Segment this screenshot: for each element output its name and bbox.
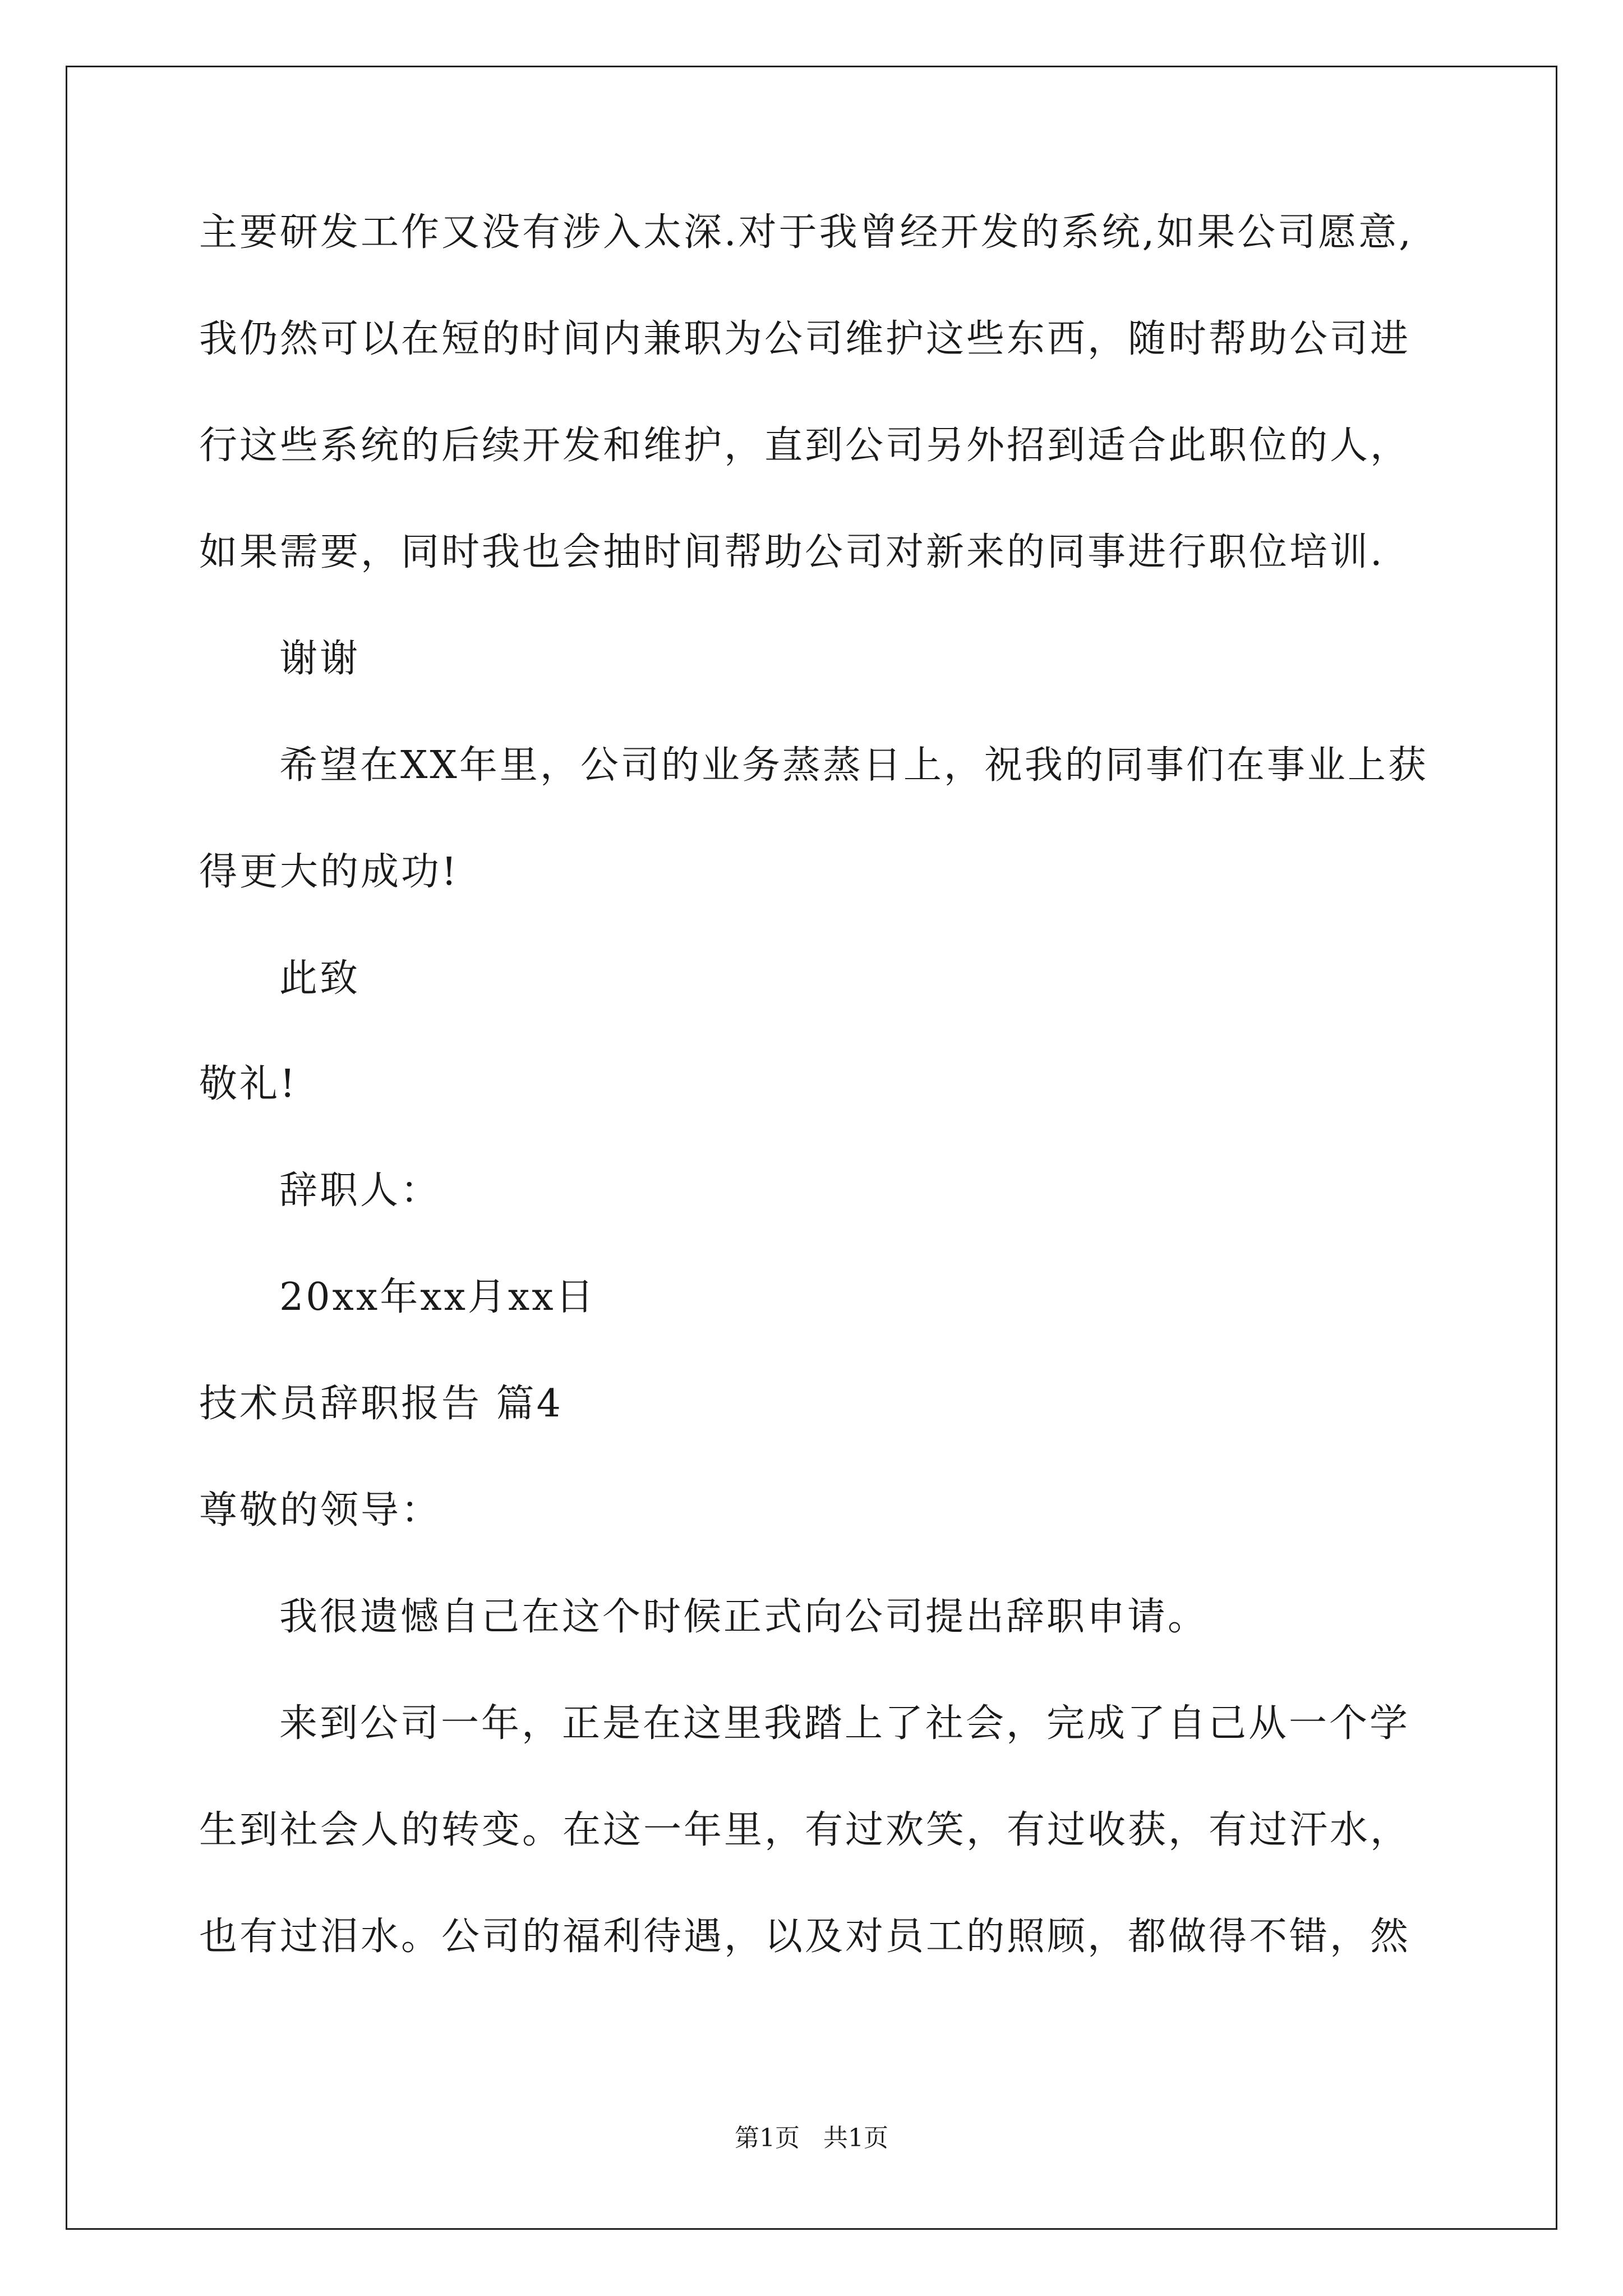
text-line: 行这些系统的后续开发和维护，直到公司另外招到适合此职位的人， [199, 424, 1411, 468]
text-line: 主要研发工作又没有涉入太深.对于我曾经开发的系统,如果公司愿意, [199, 210, 1413, 255]
page-border [66, 66, 1557, 2230]
text-line: 我很遗憾自己在这个时候正式向公司提出辞职申请。 [279, 1595, 1209, 1639]
section-heading: 技术员辞职报告 篇4 [199, 1382, 563, 1426]
salutation: 尊敬的领导： [199, 1488, 442, 1533]
page-number: 第1页 共1页 [735, 2124, 888, 2152]
text-line: 谢谢 [279, 637, 361, 681]
text-line: 我仍然可以在短的时间内兼职为公司维护这些东西，随时帮助公司进 [199, 317, 1411, 361]
text-line: 此致 [279, 956, 361, 1001]
text-line: 20xx年xx月xx日 [279, 1275, 596, 1319]
text-line: 敬礼! [199, 1062, 298, 1106]
text-line: 生到社会人的转变。在这一年里，有过欢笑，有过收获，有过汗水， [199, 1808, 1411, 1852]
text-line: 也有过泪水。公司的福利待遇，以及对员工的照顾，都做得不错，然 [199, 1915, 1411, 1959]
text-line: 来到公司一年，正是在这里我踏上了社会，完成了自己从一个学 [279, 1701, 1410, 1746]
text-line: 如果需要，同时我也会抽时间帮助公司对新来的同事进行职位培训. [199, 530, 1385, 574]
text-line: 得更大的成功! [199, 850, 459, 894]
text-line: 希望在XX年里，公司的业务蒸蒸日上，祝我的同事们在事业上获 [279, 743, 1428, 788]
text-line: 辞职人： [279, 1168, 441, 1213]
